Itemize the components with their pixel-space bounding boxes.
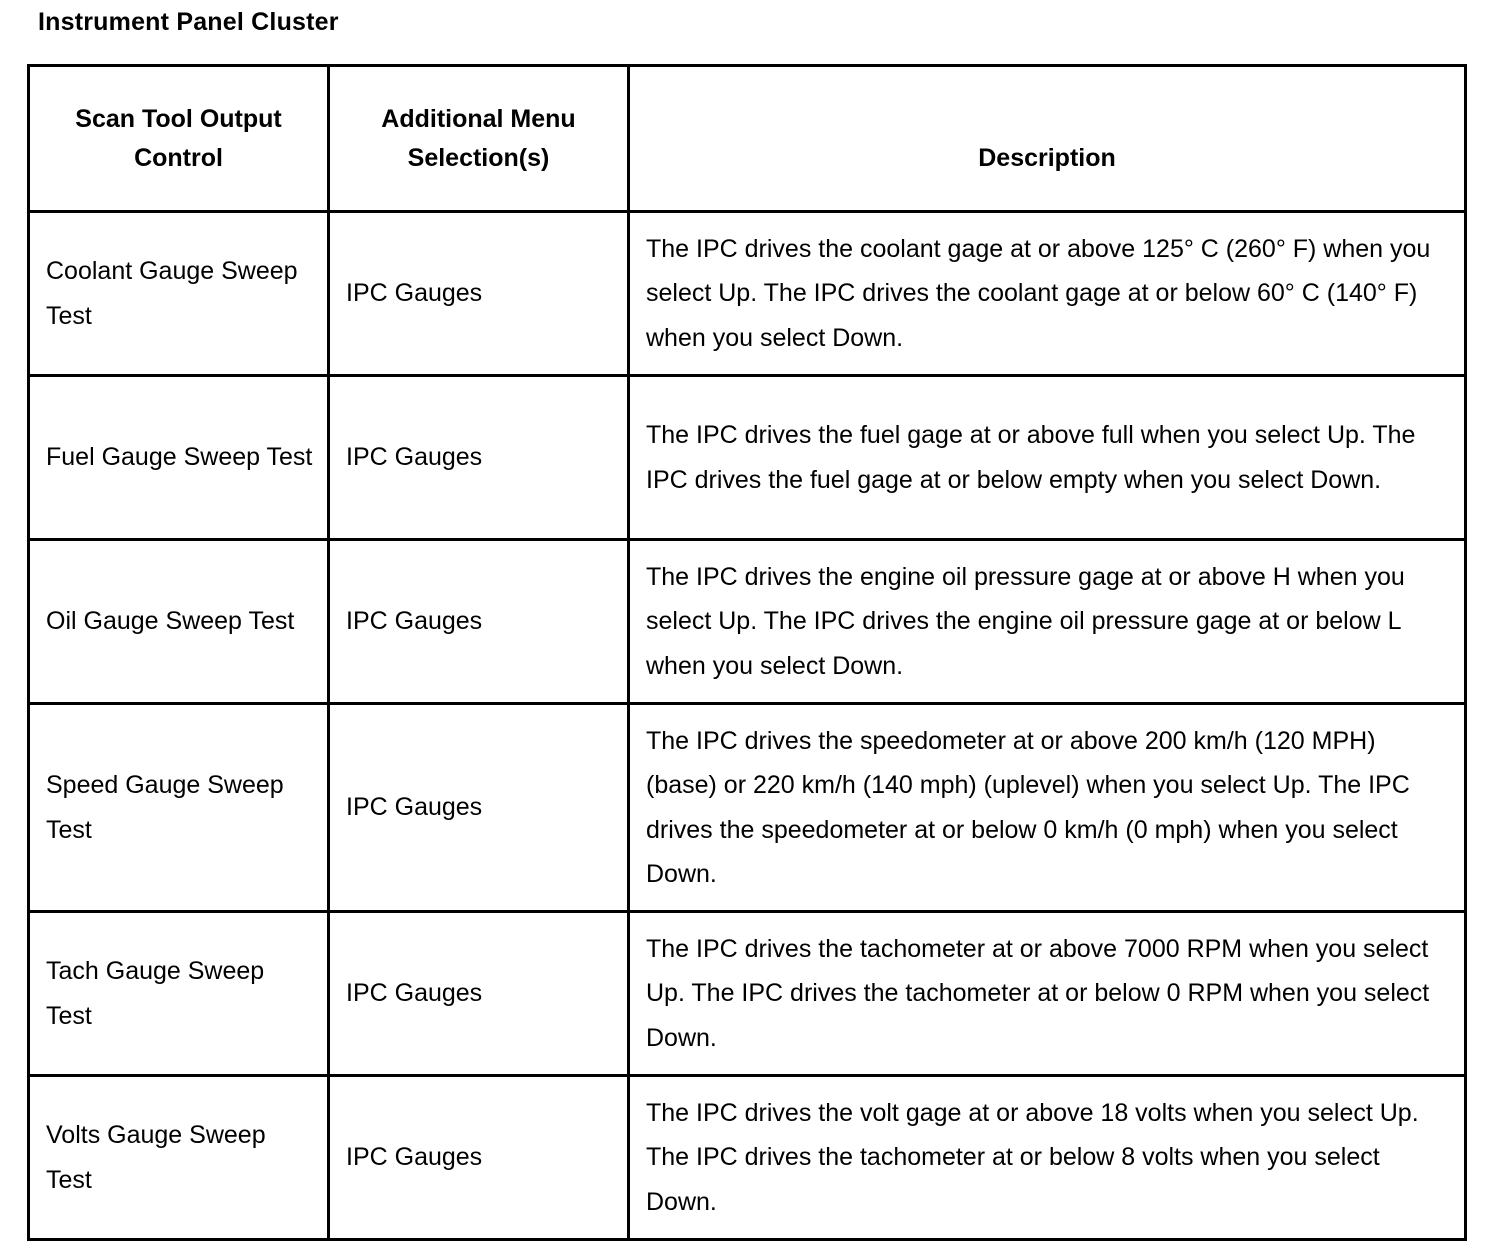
cell-menu: IPC Gauges [329, 212, 629, 376]
cell-description: The IPC drives the tachometer at or above 7000 RPM when you select Up. The IPC drives the tachometer at or below 0 RPM when you select Down. [629, 912, 1466, 1076]
table-row [29, 540, 1466, 704]
cell-menu: IPC Gauges [329, 540, 629, 704]
table-row [29, 212, 1466, 376]
cell-control: Oil Gauge Sweep Test [29, 540, 329, 704]
header-description: Description [629, 66, 1466, 212]
header-scan-tool-output-control: Scan Tool Output Control [29, 66, 329, 212]
page-title: Instrument Panel Cluster [38, 8, 339, 36]
cell-description: The IPC drives the speedometer at or above 200 km/h (120 MPH) (base) or 220 km/h (140 mph) (uplevel) when you select Up. The IPC drives the speedometer at or below 0 km/h (0 mph) when you select Down. [629, 704, 1466, 912]
cell-description: The IPC drives the fuel gage at or above full when you select Up. The IPC drives the fuel gage at or below empty when you select Down. [629, 376, 1466, 540]
cell-control: Volts Gauge Sweep Test [29, 1076, 329, 1240]
cell-control: Fuel Gauge Sweep Test [29, 376, 329, 540]
ipc-output-control-table [27, 64, 1467, 1241]
cell-control: Speed Gauge Sweep Test [29, 704, 329, 912]
cell-control: Tach Gauge Sweep Test [29, 912, 329, 1076]
cell-menu: IPC Gauges [329, 376, 629, 540]
table-row [29, 704, 1466, 912]
cell-description: The IPC drives the coolant gage at or above 125° C (260° F) when you select Up. The IPC drives the coolant gage at or below 60° C (140° F) when you select Down. [629, 212, 1466, 376]
table-row [29, 376, 1466, 540]
cell-control: Coolant Gauge Sweep Test [29, 212, 329, 376]
cell-description: The IPC drives the volt gage at or above 18 volts when you select Up. The IPC drives the tachometer at or below 8 volts when you select Down. [629, 1076, 1466, 1240]
table-row [29, 1076, 1466, 1240]
table-header-row [29, 66, 1466, 212]
cell-description: The IPC drives the engine oil pressure gage at or above H when you select Up. The IPC drives the engine oil pressure gage at or below L when you select Down. [629, 540, 1466, 704]
cell-menu: IPC Gauges [329, 1076, 629, 1240]
table-row [29, 912, 1466, 1076]
cell-menu: IPC Gauges [329, 704, 629, 912]
header-additional-menu-selections: Additional Menu Selection(s) [329, 66, 629, 212]
cell-menu: IPC Gauges [329, 912, 629, 1076]
